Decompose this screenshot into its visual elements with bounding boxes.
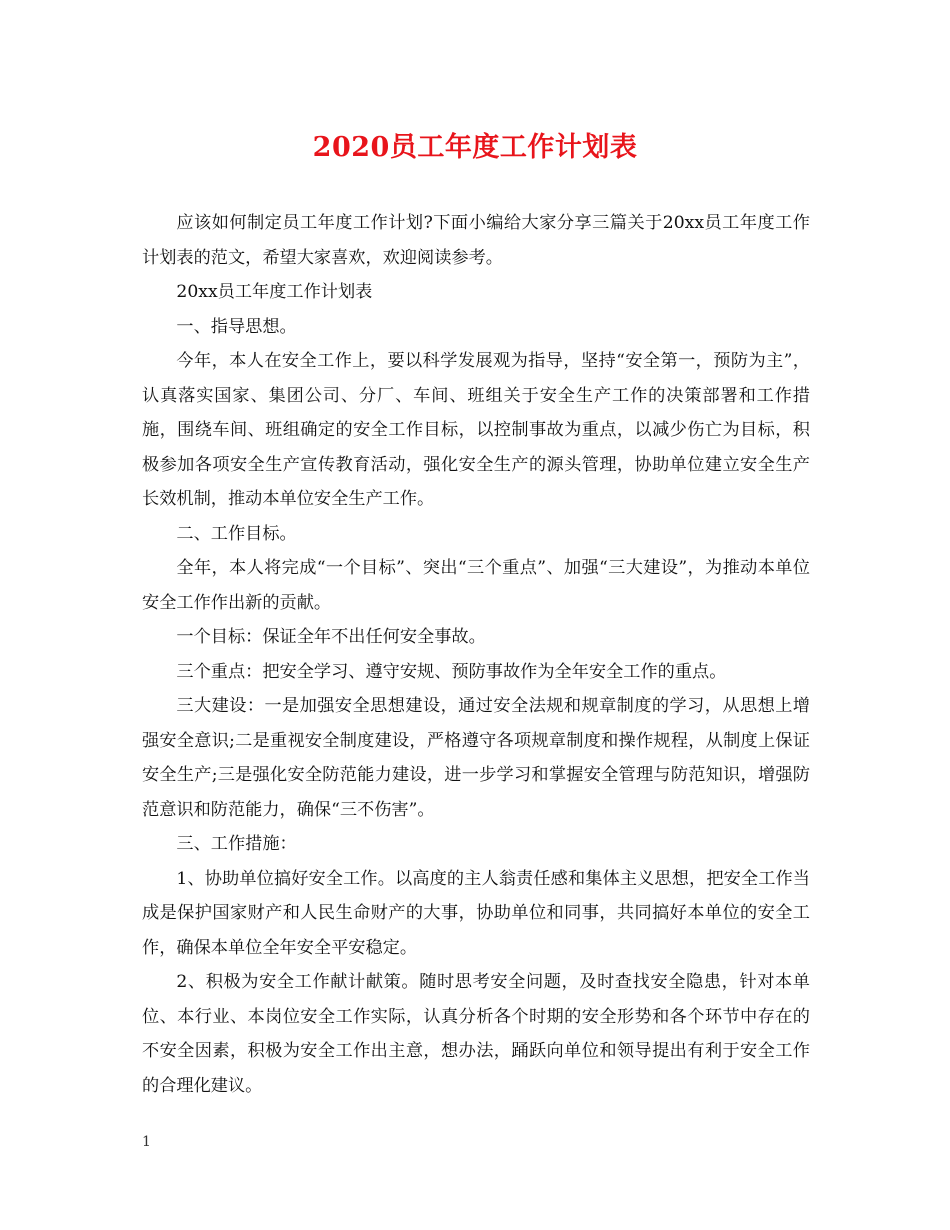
paragraph-measure-1: 1、协助单位搞好安全工作。以高度的主人翁责任感和集体主义思想，把安全工作当成是保护国家财产和人民生命财产的大事，协助单位和同事，共同搞好本单位的安全工作，确保本单位全年安全平安稳定。 <box>142 868 810 958</box>
section-heading-guiding-thought: 一、指导思想。 <box>176 316 297 337</box>
document-body <box>142 206 810 1103</box>
paragraph-guiding-thought: 今年，本人在安全工作上，要以科学发展观为指导，坚持“安全第一，预防为主”，认真落实国家、集团公司、分厂、车间、班组关于安全生产工作的决策部署和工作措施，围绕车间、班组确定的安全工作目标，以控制事故为重点，以减少伤亡为目标，积极参加各项安全生产宣传教育活动，强化安全生产的源头管理，协助单位建立安全生产长效机制，推动本单位安全生产工作。 <box>142 351 810 509</box>
paragraph-one-goal: 一个目标：保证全年不出任何安全事故。 <box>176 627 486 647</box>
section-heading-work-goals: 二、工作目标。 <box>176 523 297 544</box>
paragraph-three-constructions: 三大建设：一是加强安全思想建设，通过安全法规和规章制度的学习，从思想上增强安全意识;二是重视安全制度建设，严格遵守各项规章制度和操作规程，从制度上保证安全生产;三是强化安全防范能力建设，进一步学习和掌握安全管理与防范知识，增强防范意识和防范能力，确保“三不伤害”。 <box>142 696 810 820</box>
page-number: 1 <box>142 1134 151 1150</box>
paragraph-work-goals: 全年，本人将完成“一个目标”、突出“三个重点”、加强“三大建设”，为推动本单位安全工作作出新的贡献。 <box>142 558 810 613</box>
paragraph-three-focuses: 三个重点：把安全学习、遵守安规、预防事故作为全年安全工作的重点。 <box>176 661 727 682</box>
paragraph-subtitle: 20xx员工年度工作计划表 <box>176 282 373 302</box>
document-title: 2020员工年度工作计划表 <box>312 132 638 163</box>
paragraph-measure-2: 2、积极为安全工作献计献策。随时思考安全问题，及时查找安全隐患，针对本单位、本行业、本岗位安全工作实际，认真分析各个时期的安全形势和各个环节中存在的不安全因素，积极为安全工作出主意，想办法，踊跃向单位和领导提出有利于安全工作的合理化建议。 <box>142 972 810 1096</box>
paragraph-intro: 应该如何制定员工年度工作计划?下面小编给大家分享三篇关于20xx员工年度工作计划表的范文，希望大家喜欢，欢迎阅读参考。 <box>142 213 810 268</box>
section-heading-work-measures: 三、工作措施： <box>176 834 297 854</box>
